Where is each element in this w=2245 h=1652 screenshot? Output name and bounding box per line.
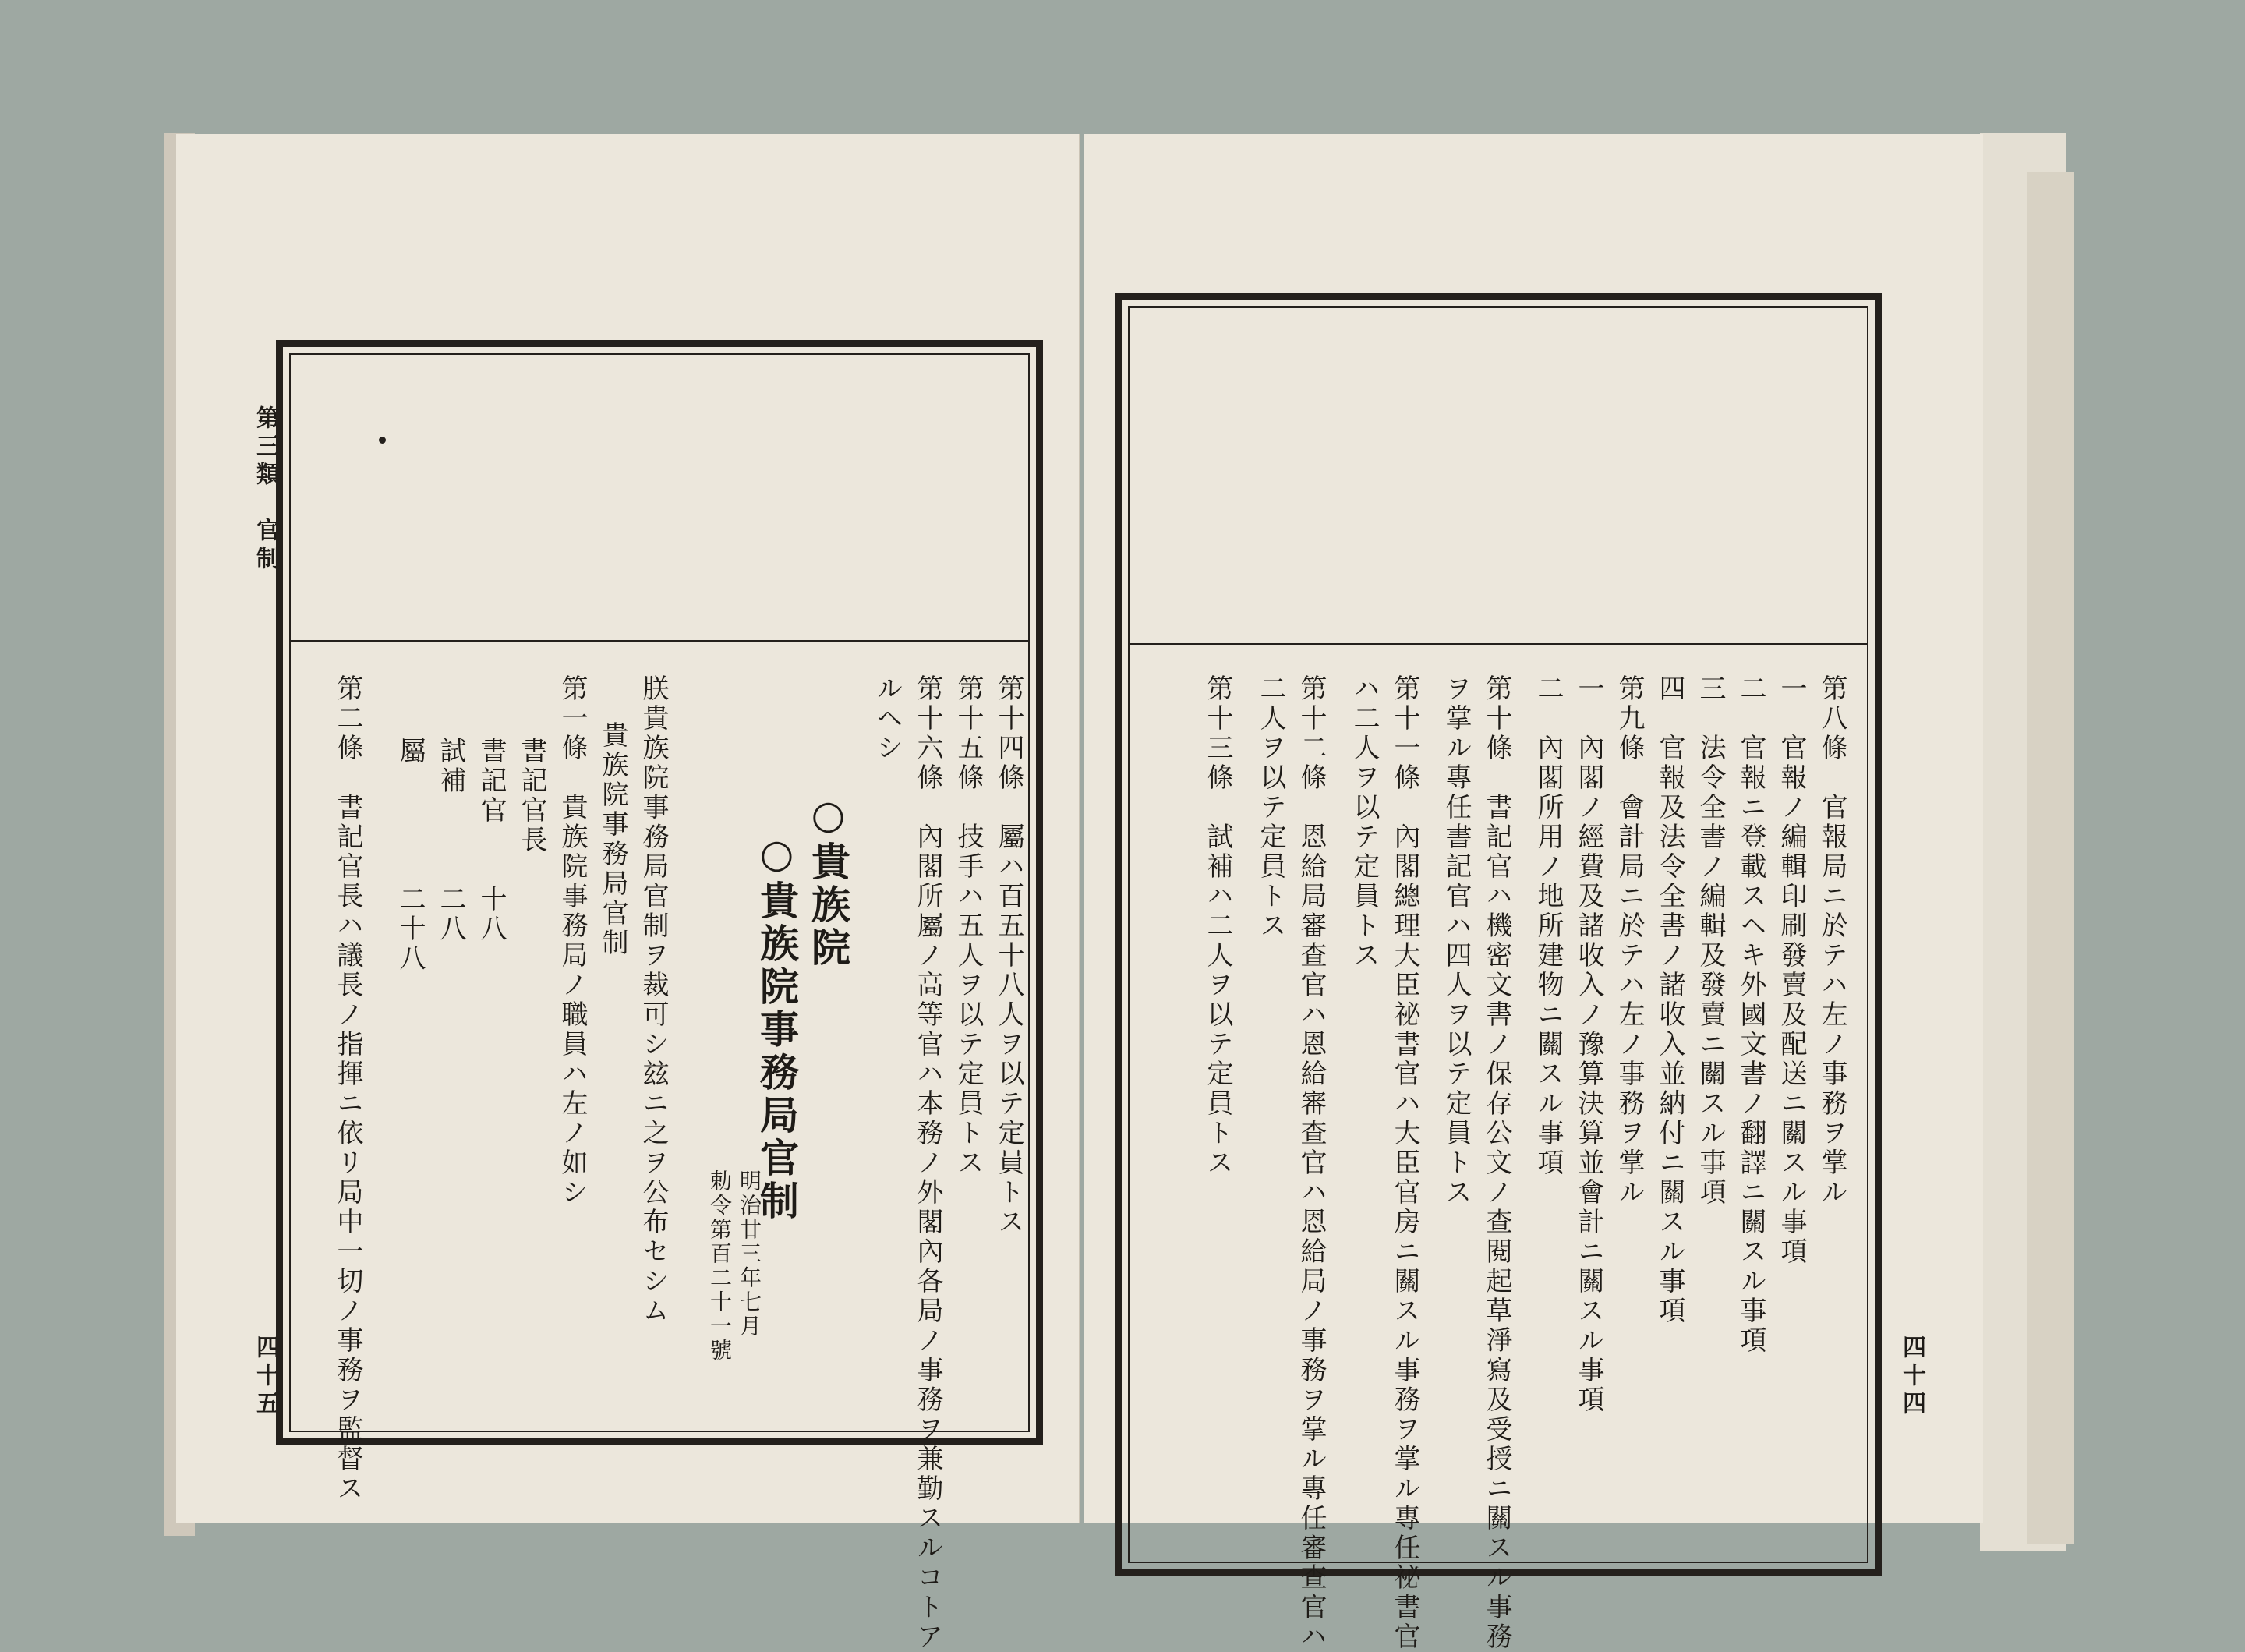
ordinance-number: 勅令第百二十一號 <box>707 1169 733 1363</box>
article-8: 第八條 官報局ニ於テハ左ノ事務ヲ掌ル <box>1816 674 1847 1208</box>
page-edge-right-inner <box>2027 172 2074 1544</box>
article-11-cont: ハ二人ヲ以テ定員トス <box>1349 674 1380 971</box>
section-heading: ○貴族院 <box>805 791 851 970</box>
staff-item: 書記官 十八 <box>476 737 507 944</box>
text-frame-right <box>1115 293 1882 1652</box>
article-15: 第十五條 技手ハ五人ヲ以テ定員トス <box>953 674 984 1178</box>
ordinance-subtitle: 貴族院事務局官制 <box>597 721 628 958</box>
list-item: 一 官報ノ編輯印刷發賣及配送ニ關スル事項 <box>1776 674 1807 1267</box>
article-12-cont: 二人ヲ以テ定員トス <box>1255 674 1286 941</box>
article-10: 第十條 書記官ハ機密文書ノ保存公文ノ查閱起草淨寫及受授ニ關スル事務 <box>1481 674 1512 1652</box>
article-12: 第十二條 恩給局審查官ハ恩給審查官ハ恩給局ノ事務ヲ掌ル專任審查官ハ <box>1296 674 1327 1652</box>
right-page <box>1084 134 1983 1652</box>
list-item: 二 內閣所用ノ地所建物ニ關スル事項 <box>1533 674 1564 1178</box>
article-16: 第十六條 內閣所屬ノ高等官ハ本務ノ外閣內各局ノ事務ヲ兼勤スルコトア <box>912 674 943 1652</box>
article-11: 第十一條 內閣總理大臣祕書官ハ大臣官房ニ關スル事務ヲ掌ル專任祕書官 <box>1389 674 1420 1652</box>
ordinance-title: ○貴族院事務局官制 <box>754 830 800 1223</box>
ordinance-date: 明治廿三年七月 <box>737 1169 762 1339</box>
promulgation: 朕貴族院事務局官制ヲ裁可シ玆ニ之ヲ公布セシム <box>638 674 669 1326</box>
article-9: 第九條 會計局ニ於テハ左ノ事務ヲ掌ル <box>1614 674 1645 1208</box>
page-number-right: 四十四 <box>1898 1335 1925 1419</box>
article-13: 第十三條 試補ハ二人ヲ以テ定員トス <box>1202 674 1233 1178</box>
staff-item: 屬 二十八 <box>394 737 426 974</box>
staff-item: 試補 二八 <box>435 737 466 944</box>
text-frame-left <box>276 340 1043 1652</box>
staff-item: 書記官長 <box>516 737 547 855</box>
left-page <box>176 134 1080 1652</box>
list-item: 二 官報ニ登載スヘキ外國文書ノ翻譯ニ關スル事項 <box>1735 674 1766 1356</box>
article-14: 第十四條 屬ハ百五十八人ヲ以テ定員トス <box>993 674 1024 1237</box>
list-item: 三 法令全書ノ編輯及發賣ニ關スル事項 <box>1695 674 1726 1208</box>
list-item: 四 官報及法令全書ノ諸收入並納付ニ關スル事項 <box>1654 674 1685 1326</box>
running-head: 第三類 官制 <box>252 405 279 574</box>
article-10-cont: ヲ掌ル專任書記官ハ四人ヲ以テ定員トス <box>1441 674 1472 1208</box>
list-item: 一 內閣ノ經費及諸收入ノ豫算決算並會計ニ關スル事項 <box>1573 674 1604 1415</box>
page-number-left: 四十五 <box>252 1335 279 1419</box>
article-1: 第一條 貴族院事務局ノ職員ハ左ノ如シ <box>557 674 588 1208</box>
article-16-cont: ルヘシ <box>871 674 903 763</box>
article-2: 第二條 書記官長ハ議長ノ指揮ニ依リ局中一切ノ事務ヲ監督ス <box>332 674 363 1504</box>
